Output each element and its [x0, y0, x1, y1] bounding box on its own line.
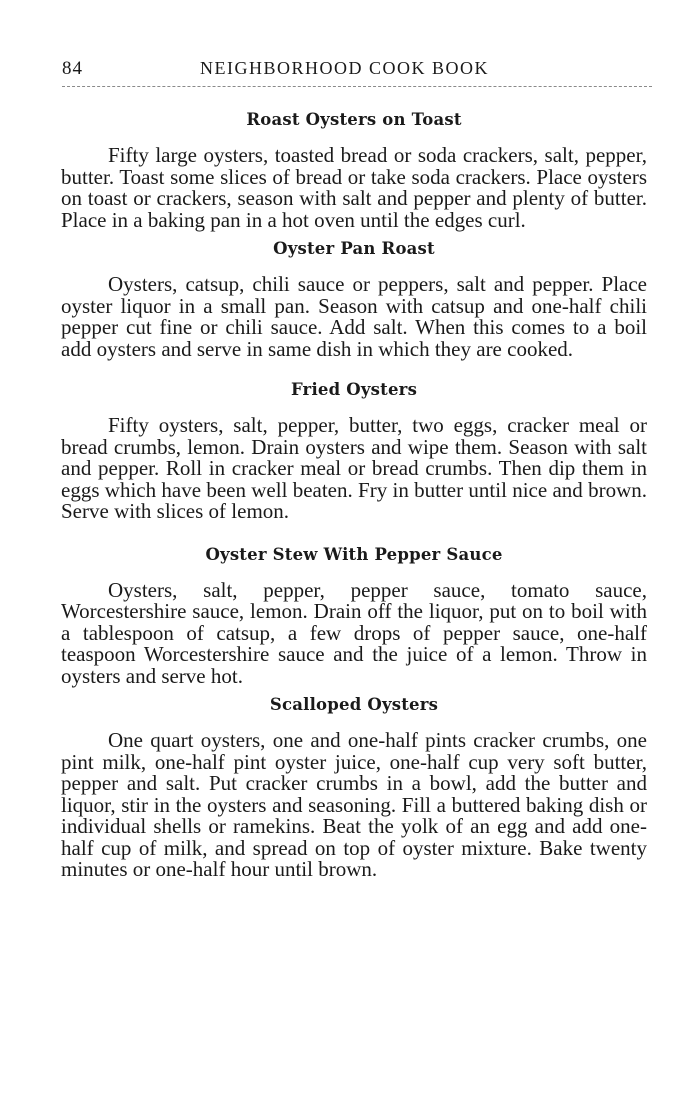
header-rule — [62, 86, 652, 87]
recipe-body: Oysters, salt, pepper, pepper sauce, tomato sauce, Worcestershire sauce, lemon. Drain off the liquor, put on to boil with a tablespoon of catsup, a few drops of pepper sauce, one-half teaspoon Worcestershire sauce and the juice of a lemon. Throw in oysters and serve hot. — [61, 577, 647, 688]
running-head: NEIGHBORHOOD COOK BOOK — [200, 58, 489, 78]
recipe-title: Oyster Stew With Pepper Sauce — [205, 544, 503, 564]
recipe-fried-oysters — [61, 380, 647, 523]
page-content — [61, 110, 647, 881]
recipe-title: Roast Oysters on Toast — [246, 110, 462, 129]
recipe-body: Oysters, catsup, chili sauce or peppers, salt and pepper. Place oyster liquor in a small pan. Season with catsup and one-half chili pepper cut fine or chili sauce. Add salt. When this comes to a boil add oysters and serve in same dish in which they are cooked. — [61, 272, 647, 361]
page-number: 84 — [62, 58, 83, 79]
recipe-oyster-pan-roast — [61, 239, 647, 360]
recipe-body: Fifty oysters, salt, pepper, butter, two eggs, cracker meal or bread crumbs, lemon. Drain oysters and wipe them. Season with salt and pepper. Roll in cracker meal or bread crumbs. Then dip them in eggs which have been well beaten. Fry in butter until nice and brown. Serve with slices of lemon. — [61, 413, 647, 523]
page-header — [62, 58, 652, 90]
recipe-roast-oysters-on-toast — [61, 110, 647, 231]
recipe-oyster-stew-with-pepper-sauce — [61, 545, 647, 688]
recipe-body: Fifty large oysters, toasted bread or soda crackers, salt, pepper, butter. Toast some slices of bread or take soda crackers. Place oysters on toast or crackers, season with salt and pepper and plenty of butter. Place in a baking pan in a hot oven until the edges curl. — [61, 143, 647, 232]
recipe-title: Oyster Pan Roast — [273, 239, 435, 258]
recipe-title: Scalloped Oysters — [269, 695, 439, 714]
recipe-scalloped-oysters — [61, 695, 647, 881]
recipe-title: Fried Oysters — [290, 380, 418, 399]
recipe-body: One quart oysters, one and one-half pints cracker crumbs, one pint milk, one-half pint oyster juice, one-half cup very soft butter, pepper and salt. Put cracker crumbs in a bowl, add the butter and liquor, stir in the oysters and seasoning. Fill a buttered baking dish or individual shells or ramekins. Beat the yolk of an egg and add one-half cup of milk, and spread on top of oyster mixture. Bake twenty minutes or one-half hour until brown. — [61, 728, 647, 881]
